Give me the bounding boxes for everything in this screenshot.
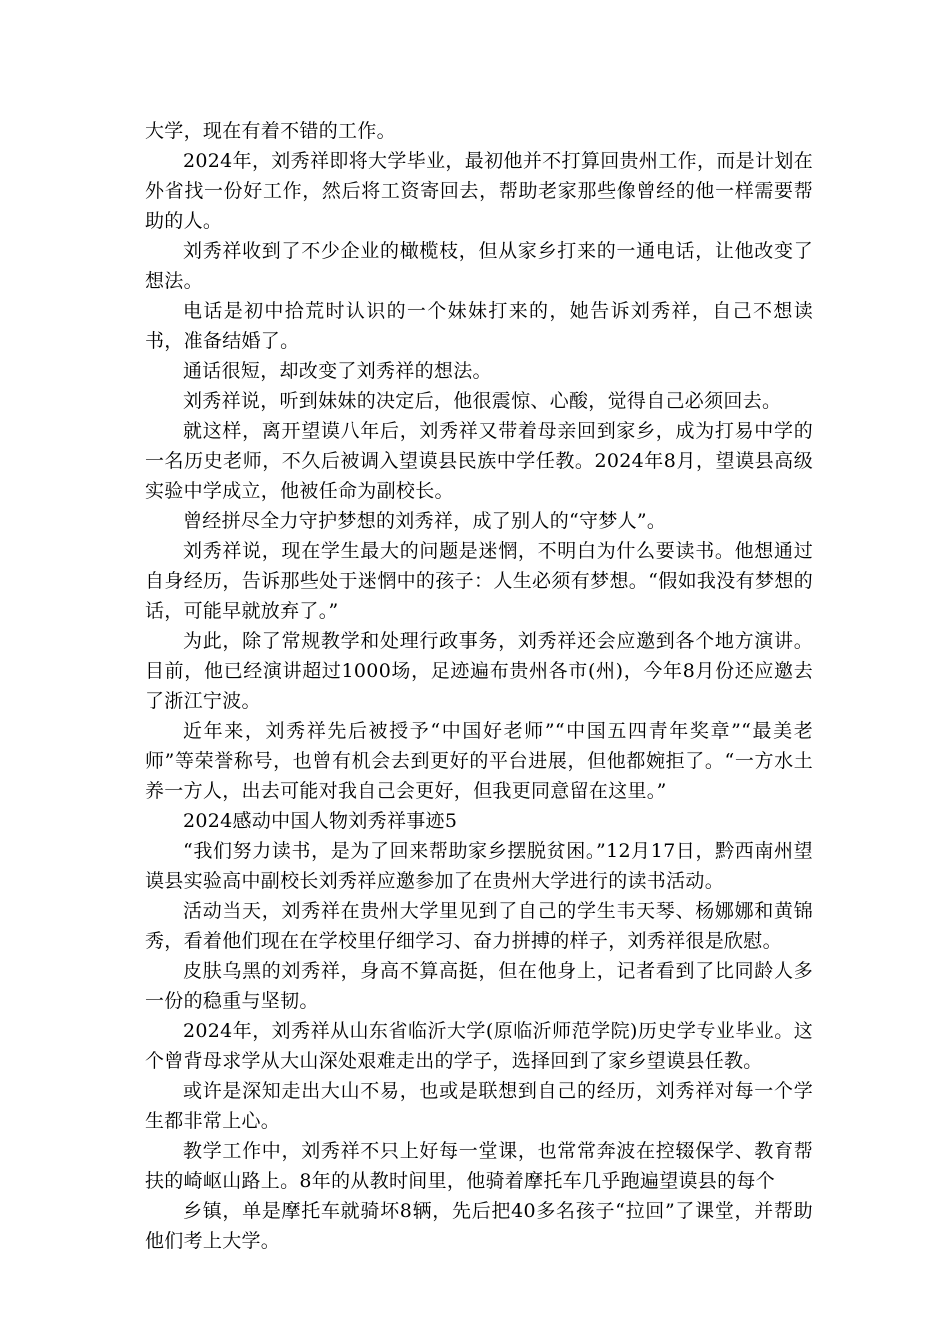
paragraph: 教学工作中，刘秀祥不只上好每一堂课，也常常奔波在控辍保学、教育帮扶的崎岖山路上。8年的从教时间里，他骑着摩托车几乎跑遍望谟县的每个 — [145, 1140, 813, 1192]
paragraph: 皮肤乌黑的刘秀祥，身高不算高挺，但在他身上，记者看到了比同龄人多一份的稳重与坚韧。 — [145, 960, 813, 1012]
paragraph: 活动当天，刘秀祥在贵州大学里见到了自己的学生韦天琴、杨娜娜和黄锦秀，看着他们现在在学校里仔细学习、奋力拼搏的样子，刘秀祥很是欣慰。 — [145, 900, 813, 952]
paragraph: 刘秀祥说，现在学生最大的问题是迷惘，不明白为什么要读书。他想通过自身经历，告诉那些处于迷惘中的孩子：人生必须有梦想。“假如我没有梦想的话，可能早就放弃了。” — [145, 540, 813, 622]
paragraph: 为此，除了常规教学和处理行政事务，刘秀祥还会应邀到各个地方演讲。目前，他已经演讲超过1000场，足迹遍布贵州各市(州)，今年8月份还应邀去了浙江宁波。 — [145, 630, 813, 712]
paragraph: 曾经拼尽全力守护梦想的刘秀祥，成了别人的“守梦人”。 — [183, 510, 667, 532]
paragraph: “我们努力读书，是为了回来帮助家乡摆脱贫困。”12月17日，黔西南州望谟县实验高中副校长刘秀祥应邀参加了在贵州大学进行的读书活动。 — [145, 840, 813, 892]
paragraph: 就这样，离开望谟八年后，刘秀祥又带着母亲回到家乡，成为打易中学的一名历史老师，不久后被调入望谟县民族中学任教。2024年8月，望谟县高级实验中学成立，他被任命为副校长。 — [145, 420, 813, 502]
paragraph: 2024感动中国人物刘秀祥事迹5 — [183, 810, 458, 832]
paragraph: 2024年，刘秀祥从山东省临沂大学(原临沂师范学院)历史学专业毕业。这个曾背母求学从大山深处艰难走出的学子，选择回到了家乡望谟县任教。 — [145, 1020, 813, 1072]
paragraph: 大学，现在有着不错的工作。 — [145, 120, 396, 142]
paragraph: 乡镇，单是摩托车就骑坏8辆，先后把40多名孩子“拉回”了课堂，并帮助他们考上大学。 — [145, 1200, 813, 1252]
paragraph: 2024年，刘秀祥即将大学毕业，最初他并不打算回贵州工作，而是计划在外省找一份好工作，然后将工资寄回去，帮助老家那些像曾经的他一样需要帮助的人。 — [145, 150, 813, 232]
paragraph: 电话是初中拾荒时认识的一个妹妹打来的，她告诉刘秀祥，自己不想读书，准备结婚了。 — [145, 300, 813, 352]
paragraph: 或许是深知走出大山不易，也或是联想到自己的经历，刘秀祥对每一个学生都非常上心。 — [145, 1080, 813, 1132]
document-body — [145, 116, 813, 1256]
paragraph: 近年来，刘秀祥先后被授予“中国好老师”“中国五四青年奖章”“最美老师”等荣誉称号，也曾有机会去到更好的平台进展，但他都婉拒了。“一方水土养一方人，出去可能对我自己会更好，但我更同意留在这里。” — [145, 720, 813, 802]
paragraph: 刘秀祥收到了不少企业的橄榄枝，但从家乡打来的一通电话，让他改变了想法。 — [145, 240, 813, 292]
paragraph: 刘秀祥说，听到妹妹的决定后，他很震惊、心酸，觉得自己必须回去。 — [183, 390, 782, 412]
paragraph: 通话很短，却改变了刘秀祥的想法。 — [183, 360, 492, 382]
